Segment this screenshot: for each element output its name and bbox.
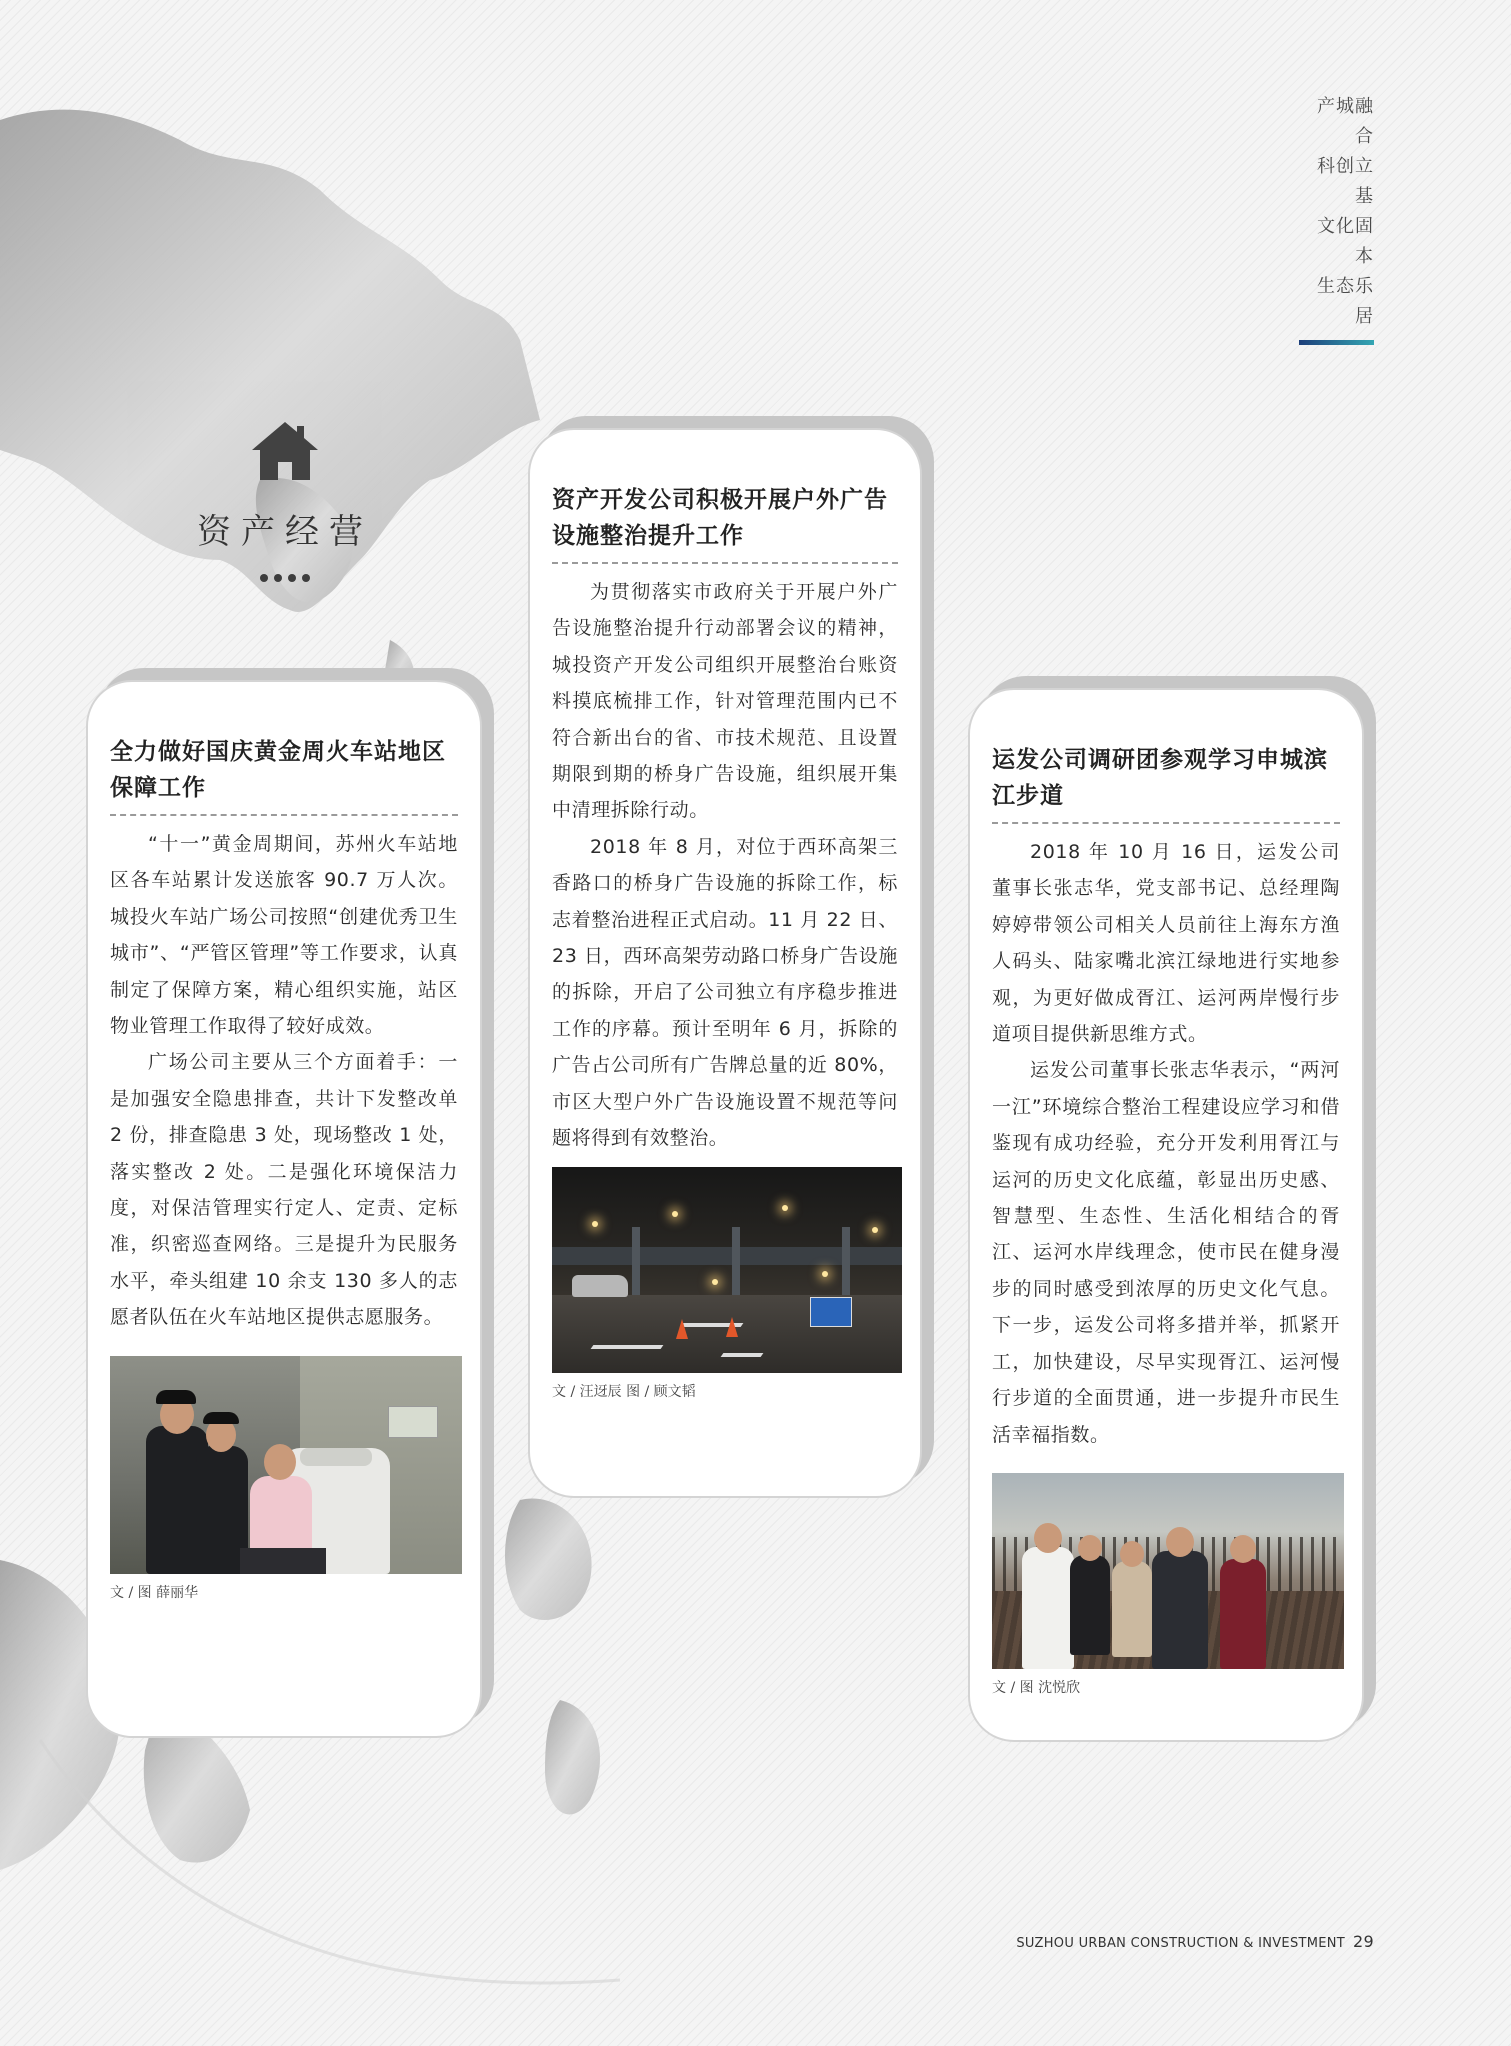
house-icon (250, 420, 320, 482)
title-divider (992, 822, 1340, 824)
article-card-riverside-walk (968, 688, 1364, 1742)
photo-credit: 文 / 图 沈悦欣 (992, 1679, 1081, 1696)
article-paragraph: 2018 年 10 月 16 日，运发公司董事长张志华，党支部书记、总经理陶婷婷带领公司相关人员前往上海东方渔人码头、陆家嘴北滨江绿地进行实地参观，为更好做成胥江、运河两岸慢行步道项目提供新思维方式。 (992, 841, 1340, 1046)
page-number: 29 (1353, 1932, 1374, 1951)
tagline-line: 产城融合 (1317, 96, 1374, 147)
article-card-station (86, 680, 482, 1738)
article-paragraph: “十一”黄金周期间，苏州火车站地区各车站累计发送旅客 90.7 万人次。城投火车站广场公司按照“创建优秀卫生城市”、“严管区管理”等工作要求，认真制定了保障方案，精心组织实施，站区物业管理工作取得了较好成效。 (110, 833, 458, 1038)
article-paragraph: 广场公司主要从三个方面着手：一是加强安全隐患排查，共计下发整改单 2 份，排查隐患 3 处，现场整改 1 处，落实整改 2 处。二是强化环境保洁力度，对保洁管理实行定人、定责、定标准，织密巡查网络。三是提升为民服务水平，牵头组建 10 余支 130 多人的志愿者队伍在火车站地区提供志愿服务。 (110, 1051, 458, 1329)
page-footer (1016, 1932, 1374, 1951)
section-header (195, 420, 375, 586)
article-photo-riverside-walk (992, 1473, 1344, 1669)
article-title: 运发公司调研团参观学习申城滨江步道 (992, 747, 1328, 809)
article-paragraph: 为贯彻落实市政府关于开展户外广告设施整治提升行动部署会议的精神，城投资产开发公司组织开展整治台账资料摸底梳排工作，针对管理范围内已不符合新出台的省、市技术规范、且设置期限到期的桥身广告设施，组织展开集中清理拆除行动。 (552, 581, 898, 822)
section-title: 资产经营 (197, 512, 373, 552)
photo-credit: 文 / 汪迓辰 图 / 顾文韬 (552, 1383, 696, 1400)
card-body (528, 428, 922, 1498)
tagline-line: 生态乐居 (1317, 276, 1374, 327)
article-title: 全力做好国庆黄金周火车站地区保障工作 (110, 739, 446, 801)
article-card-billboards (528, 428, 922, 1498)
photo-credit: 文 / 图 薛丽华 (110, 1584, 199, 1601)
article-paragraph: 2018 年 8 月，对位于西环高架三香路口的桥身广告设施的拆除工作，标志着整治进程正式启动。11 月 22 日、23 日，西环高架劳动路口桥身广告设施的拆除，开启了公司独立有序稳步推进工作的序幕。预计至明年 6 月，拆除的广告占公司所有广告牌总量的近 80%，市区大型户外广告设施设置不规范等问题将得到有效整治。 (552, 835, 898, 1150)
title-divider (552, 562, 898, 564)
tagline-accent-bar (1299, 340, 1374, 345)
article-photo-station-guards (110, 1356, 462, 1574)
card-body (86, 680, 482, 1738)
section-dots (195, 567, 375, 586)
title-divider (110, 814, 458, 816)
article-photo-night-road (552, 1167, 902, 1373)
article-paragraph: 运发公司董事长张志华表示，“两河一江”环境综合整治工程建设应学习和借鉴现有成功经验，充分开发利用胥江与运河的历史文化底蕴，彰显出历史感、智慧型、生态性、生活化相结合的胥江、运河水岸线理念，使市民在健身漫步的同时感受到浓厚的历史文化气息。下一步，运发公司将多措并举，抓紧开工，加快建设，尽早实现胥江、运河慢行步道的全面贯通，进一步提升市民生活幸福指数。 (992, 1059, 1340, 1446)
tagline (1299, 92, 1374, 345)
tagline-line: 文化固本 (1317, 216, 1374, 267)
card-body (968, 688, 1364, 1742)
article-title: 资产开发公司积极开展户外广告设施整治提升工作 (552, 487, 888, 549)
tagline-line: 科创立基 (1317, 156, 1374, 207)
publication-name: SUZHOU URBAN CONSTRUCTION & INVESTMENT (1016, 1936, 1346, 1951)
